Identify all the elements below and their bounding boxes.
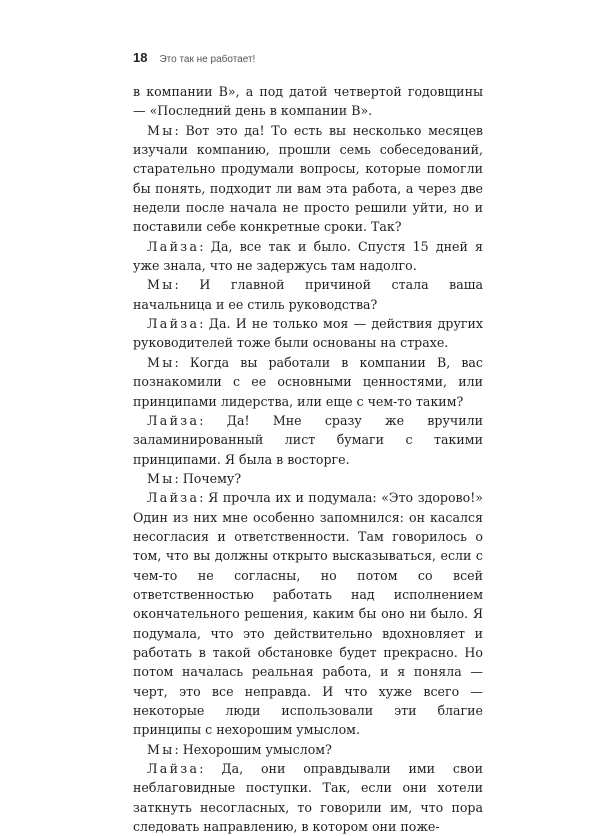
speaker-name: Лайза xyxy=(147,238,200,254)
paragraph-text: : Да. И не только моя — действия других руководителей тоже были основаны на страхе. xyxy=(133,316,483,351)
paragraph-text: : Да! Мне сразу же вручили заламинированный лист бумаги с такими принципами. Я была в восторге. xyxy=(133,412,483,467)
speaker-name: Лайза xyxy=(147,490,200,506)
speaker-name: Мы xyxy=(147,741,175,757)
paragraph-text: : И главной причиной стала ваша начальница и ее стиль руководства? xyxy=(133,277,483,312)
paragraph xyxy=(133,237,483,276)
paragraph xyxy=(133,759,483,836)
paragraph-text: : Я прочла их и подумала: «Это здорово!» Один из них мне особенно запомнился: он касался несогласия и ответственности. Там говорилось о том, что вы должны открыто высказываться, если с чем-то не согласны, но потом со всей ответственностью работать над исполнением окончательного решения, каким бы оно ни было. Я подумала, что это действительно вдохновляет и работать в такой обстановке будет прекрасно. Но потом началась реальная работа, и я поняла — черт, это все неправда. И что хуже всего — некоторые люди использовали эти благие принципы с нехорошим умыслом. xyxy=(133,490,483,738)
speaker-name: Лайза xyxy=(147,316,200,332)
paragraph xyxy=(133,740,483,759)
speaker-name: Лайза xyxy=(147,412,200,428)
paragraph xyxy=(133,353,483,411)
paragraph-text: : Нехорошим умыслом? xyxy=(174,741,332,757)
speaker-name: Мы xyxy=(147,470,175,486)
paragraph xyxy=(133,411,483,469)
speaker-name: Мы xyxy=(147,354,175,370)
paragraph xyxy=(133,275,483,314)
speaker-name: Мы xyxy=(147,122,175,138)
paragraph xyxy=(133,314,483,353)
paragraph-text: : Почему? xyxy=(174,470,242,486)
paragraph xyxy=(133,82,483,121)
running-title: Это так не работает! xyxy=(159,54,256,65)
page-header xyxy=(133,50,255,66)
paragraph-text: : Вот это да! То есть вы несколько месяцев изучали компанию, прошли семь собеседований, старательно продумали вопросы, которые помогли бы понять, подходит ли вам эта работа, а через две недели после начала не просто решили уйти, но и поставили себе конкретные сроки. Так? xyxy=(133,122,483,235)
paragraph-text: : Да, все так и было. Спустя 15 дней я уже знала, что не задержусь там надолго. xyxy=(133,238,483,274)
speaker-name: Мы xyxy=(147,277,175,293)
paragraph xyxy=(133,469,483,488)
paragraph xyxy=(133,121,483,237)
body-text xyxy=(133,82,483,836)
paragraph-text: : Да, они оправдывали ими свои неблаговидные поступки. Так, если они хотели заткнуть несогласных, то говорили им, что пора следовать направлению, в котором они поже- xyxy=(133,761,483,835)
page-number: 18 xyxy=(133,50,148,65)
speaker-name: Лайза xyxy=(147,761,200,777)
paragraph-text: : Когда вы работали в компании В, вас познакомили с ее основными ценностями, или принципами лидерства, или еще с чем-то таким? xyxy=(133,354,483,409)
paragraph xyxy=(133,488,483,739)
paragraph-text: в компании В», а под датой четвертой годовщины — «Последний день в компании В». xyxy=(133,84,483,119)
